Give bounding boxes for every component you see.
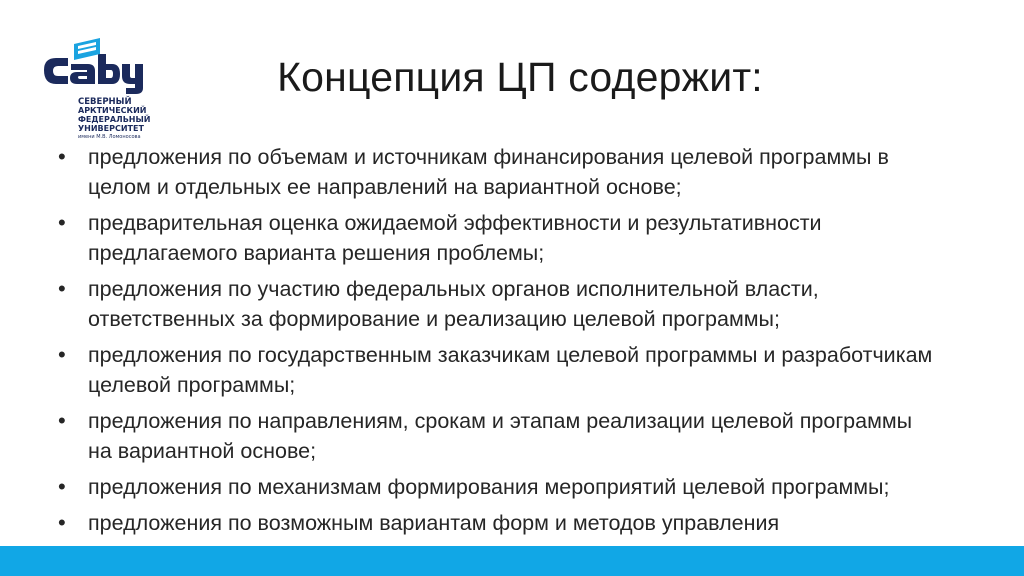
logo-line-4: УНИВЕРСИТЕТ xyxy=(78,124,144,133)
slide-title: Концепция ЦП содержит: xyxy=(277,54,763,100)
bullet-marker: • xyxy=(58,342,66,367)
bullet-item xyxy=(58,142,938,202)
logo-wordmark xyxy=(44,38,143,94)
bullet-text: предложения по возможным вариантам форм и методов управления xyxy=(88,511,780,535)
bullet-item xyxy=(58,208,938,268)
bullet-item xyxy=(58,508,938,538)
university-logo xyxy=(38,30,150,140)
bullet-item xyxy=(58,340,938,400)
bullet-text: предложения по объемам и источникам финансирования целевой программы в целом и отдельных ее направлений на вариантной основе; xyxy=(88,145,889,199)
logo-line-5: имени М.В. Ломоносова xyxy=(78,134,141,140)
bullet-text: предварительная оценка ожидаемой эффективности и результативности предлагаемого варианта решения проблемы; xyxy=(88,211,822,265)
bullet-item xyxy=(58,274,938,334)
bullet-text: предложения по механизмам формирования мероприятий целевой программы; xyxy=(88,475,890,499)
footer-bar xyxy=(0,546,1024,576)
bullet-text: предложения по направлениям, срокам и этапам реализации целевой программы на вариантной основе; xyxy=(88,409,913,463)
bullet-marker: • xyxy=(58,474,66,499)
university-logo-graphic xyxy=(38,30,150,140)
logo-line-2: АРКТИЧЕСКИЙ xyxy=(78,106,147,115)
logo-line-3: ФЕДЕРАЛЬНЫЙ xyxy=(78,115,150,124)
bullet-list xyxy=(58,142,938,544)
bullet-item xyxy=(58,406,938,466)
bullet-text: предложения по государственным заказчикам целевой программы и разработчикам целевой программы; xyxy=(88,343,933,397)
bullet-item xyxy=(58,472,938,502)
bullet-marker: • xyxy=(58,210,66,235)
bullet-marker: • xyxy=(58,510,66,535)
bullet-marker: • xyxy=(58,144,66,169)
bullet-marker: • xyxy=(58,408,66,433)
bullet-marker: • xyxy=(58,276,66,301)
logo-line-1: СЕВЕРНЫЙ xyxy=(78,97,132,107)
bullet-text: предложения по участию федеральных органов исполнительной власти, ответственных за формирование и реализацию целевой программы; xyxy=(88,277,819,331)
